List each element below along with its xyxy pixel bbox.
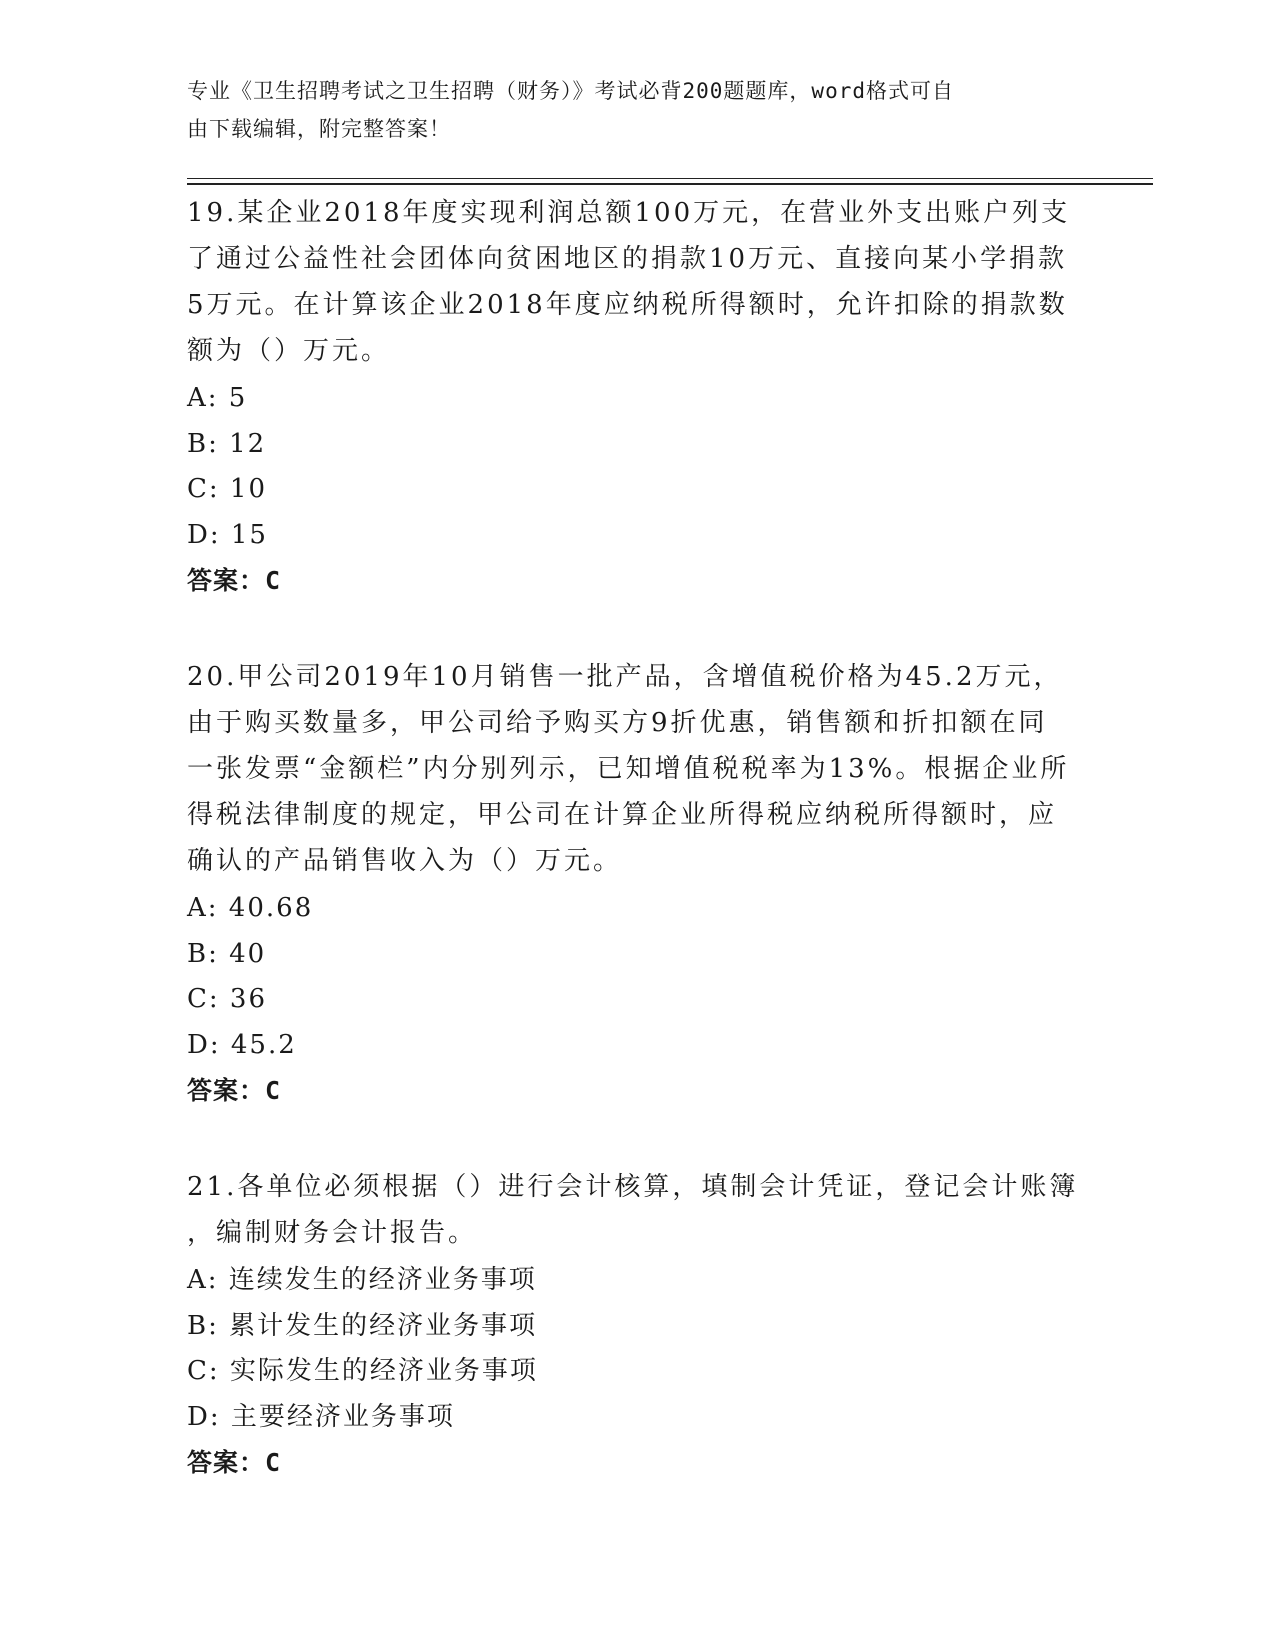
- stem-line: 得税法律制度的规定，甲公司在计算企业所得税应纳税所得额时，应: [187, 800, 1058, 830]
- question-stem: [187, 1164, 1087, 1256]
- option-c: C: 实际发生的经济业务事项: [187, 1356, 538, 1386]
- option-a: A: 40.68: [187, 893, 314, 923]
- header-divider-top: [187, 178, 1153, 179]
- stem-line: 额为（）万元。: [187, 336, 391, 366]
- answer: 答案：C: [187, 566, 282, 595]
- question-19: [187, 190, 1087, 604]
- stem-line: 一张发票“金额栏”内分别列示，已知增值税税率为13%。根据企业所: [187, 754, 1070, 784]
- question-list: [187, 190, 1087, 1486]
- stem-line: 19.某企业2018年度实现利润总额100万元，在营业外支出账户列支: [187, 198, 1071, 228]
- spacer: [187, 1114, 1087, 1164]
- option-b: B: 40: [187, 938, 267, 969]
- spacer: [187, 604, 1087, 654]
- stem-line: 20.甲公司2019年10月销售一批产品，含增值税价格为45.2万元，: [187, 662, 1063, 692]
- answer: 答案：C: [187, 1448, 282, 1477]
- stem-line: ，编制财务会计报告。: [187, 1218, 478, 1248]
- question-stem: [187, 654, 1087, 884]
- stem-line: 了通过公益性社会团体向贫困地区的捐款10万元、直接向某小学捐款: [187, 244, 1068, 274]
- question-stem: [187, 190, 1087, 374]
- option-d: D: 主要经济业务事项: [187, 1401, 455, 1432]
- stem-line: 由于购买数量多，甲公司给予购买方9折优惠，销售额和折扣额在同: [187, 708, 1048, 738]
- question-20: [187, 654, 1087, 1114]
- stem-line: 21.各单位必须根据（）进行会计核算，填制会计凭证，登记会计账簿: [187, 1172, 1079, 1202]
- answer: 答案：C: [187, 1076, 282, 1105]
- option-b: B: 累计发生的经济业务事项: [187, 1310, 538, 1341]
- option-c: C: 10: [187, 474, 268, 504]
- option-b: B: 12: [187, 428, 267, 459]
- option-c: C: 36: [187, 984, 268, 1014]
- option-a: A: 连续发生的经济业务事项: [187, 1265, 537, 1295]
- header-line-1: 专业《卫生招聘考试之卫生招聘（财务）》考试必背200题题库，word格式可自: [187, 79, 954, 103]
- option-d: D: 15: [187, 519, 268, 550]
- option-d: D: 45.2: [187, 1029, 297, 1060]
- question-21: [187, 1164, 1087, 1486]
- header-line-2: 由下载编辑，附完整答案！: [187, 117, 451, 141]
- header-divider-bottom: [187, 183, 1153, 185]
- document-header: [187, 72, 1067, 148]
- stem-line: 5万元。在计算该企业2018年度应纳税所得额时，允许扣除的捐款数: [187, 290, 1068, 320]
- stem-line: 确认的产品销售收入为（）万元。: [187, 846, 623, 876]
- option-a: A: 5: [187, 383, 248, 413]
